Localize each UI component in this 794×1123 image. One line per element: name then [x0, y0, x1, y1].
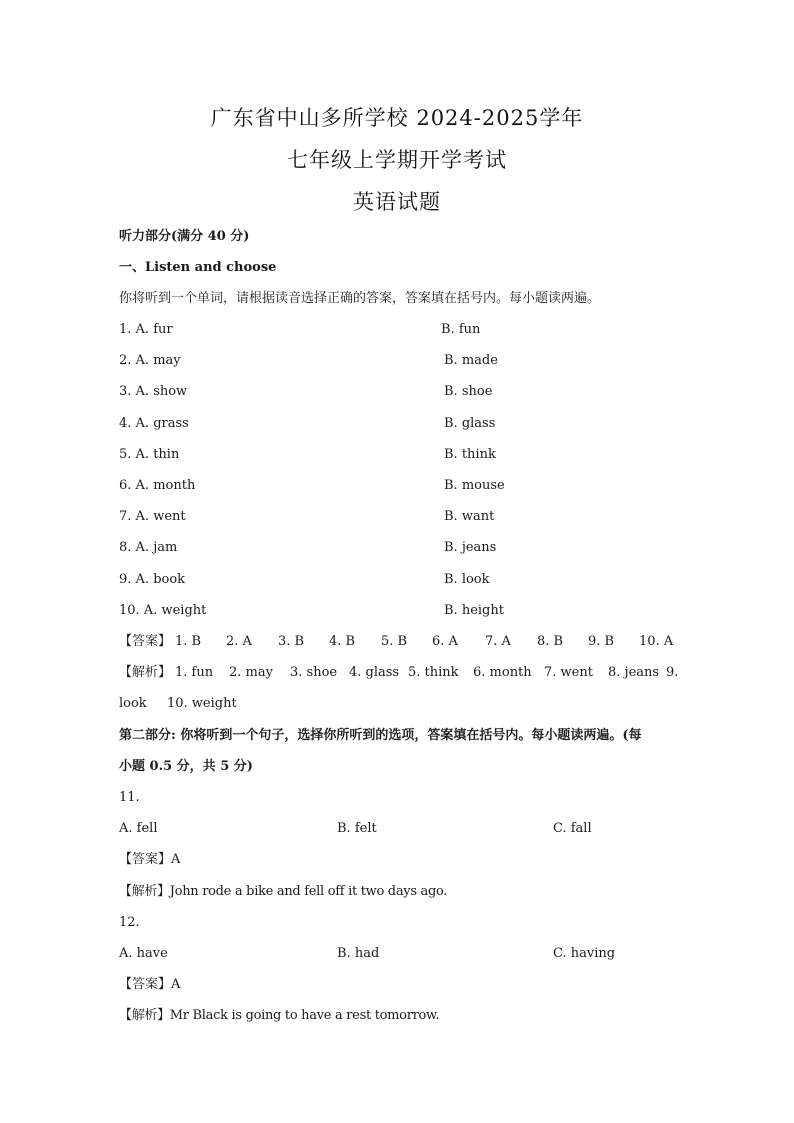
question-number: 11.: [119, 790, 140, 805]
analysis-item: 4. glass: [349, 665, 400, 680]
answer-item: 4. B: [329, 634, 356, 649]
question-row: [119, 571, 679, 589]
part1-heading: 一、Listen and choose: [119, 260, 277, 275]
analysis-label: 【解析】: [119, 665, 172, 680]
answer-line: 【答案】A: [119, 852, 181, 867]
question-row: [119, 446, 679, 464]
analysis-item: 3. shoe: [290, 665, 338, 680]
analysis-item: 9.: [666, 665, 679, 680]
question-options: [119, 945, 679, 963]
question-row: [119, 602, 679, 620]
option-a: A. fell: [119, 821, 158, 836]
analysis-line: 【解析】Mr Black is going to have a rest tomorrow.: [119, 1008, 440, 1023]
option-a: 5. A. thin: [119, 447, 180, 462]
analysis-item: 7. went: [544, 665, 593, 680]
question-row: [119, 352, 679, 370]
option-a: 6. A. month: [119, 478, 196, 493]
option-b: B. jeans: [444, 540, 497, 555]
analysis-item: look: [119, 696, 147, 711]
part1-instruction: 你将听到一个单词，请根据读音选择正确的答案，答案填在括号内。每小题读两遍。: [119, 291, 601, 306]
option-a: 3. A. show: [119, 384, 188, 399]
answer-item: 2. A: [226, 634, 252, 649]
answer-label: 【答案】: [119, 634, 172, 649]
option-b: B. had: [337, 946, 380, 961]
question-row: [119, 415, 679, 433]
part1-analysis-continued: [119, 695, 679, 713]
analysis-item: 6. month: [473, 665, 532, 680]
answer-item: 8. B: [537, 634, 564, 649]
part1-analysis-row: [119, 664, 679, 682]
answer-item: 10. A: [639, 634, 674, 649]
option-c: C. having: [553, 946, 616, 961]
part1-answer-row: [119, 633, 679, 651]
option-b: B. glass: [444, 416, 496, 431]
answer-item: 1. B: [175, 634, 202, 649]
option-b: B. shoe: [444, 384, 493, 399]
option-a: 4. A. grass: [119, 416, 189, 431]
question-options: [119, 820, 679, 838]
option-c: C. fall: [553, 821, 592, 836]
option-a: 8. A. jam: [119, 540, 178, 555]
question-row: [119, 383, 679, 401]
option-b: B. want: [444, 509, 495, 524]
question-row: [119, 508, 679, 526]
analysis-item: 1. fun: [175, 665, 214, 680]
answer-item: 6. A: [432, 634, 458, 649]
analysis-item: 2. may: [229, 665, 273, 680]
option-a: 9. A. book: [119, 572, 186, 587]
option-b: B. fun: [441, 322, 481, 337]
option-a: 10. A. weight: [119, 603, 207, 618]
title-school: 广东省中山多所学校 2024-2025学年: [210, 106, 584, 130]
question-row: [119, 539, 679, 557]
answer-line: 【答案】A: [119, 977, 181, 992]
answer-item: 3. B: [278, 634, 305, 649]
option-a: 1. A. fur: [119, 322, 173, 337]
listening-section-header: 听力部分(满分 40 分): [119, 229, 250, 244]
question-row: [119, 321, 679, 339]
part2-heading: 第二部分: 你将听到一个句子，选择你所听到的选项，答案填在括号内。每小题读两遍。(每: [119, 728, 642, 743]
analysis-item: 10. weight: [167, 696, 237, 711]
option-b: B. look: [444, 572, 490, 587]
analysis-item: 5. think: [408, 665, 459, 680]
option-a: 7. A. went: [119, 509, 186, 524]
title-subject: 英语试题: [353, 190, 441, 214]
answer-item: 9. B: [588, 634, 615, 649]
analysis-line: 【解析】John rode a bike and fell off it two days ago.: [119, 884, 448, 899]
analysis-item: 8. jeans: [608, 665, 660, 680]
option-a: A. have: [119, 946, 168, 961]
title-exam: 七年级上学期开学考试: [287, 148, 507, 172]
question-number: 12.: [119, 915, 140, 930]
option-b: B. think: [444, 447, 496, 462]
option-b: B. mouse: [444, 478, 505, 493]
part2-heading-continued: 小题 0.5 分，共 5 分): [119, 759, 253, 774]
question-row: [119, 477, 679, 495]
answer-item: 7. A: [485, 634, 511, 649]
option-a: 2. A. may: [119, 353, 181, 368]
option-b: B. felt: [337, 821, 377, 836]
option-b: B. height: [444, 603, 504, 618]
answer-item: 5. B: [381, 634, 408, 649]
option-b: B. made: [444, 353, 498, 368]
